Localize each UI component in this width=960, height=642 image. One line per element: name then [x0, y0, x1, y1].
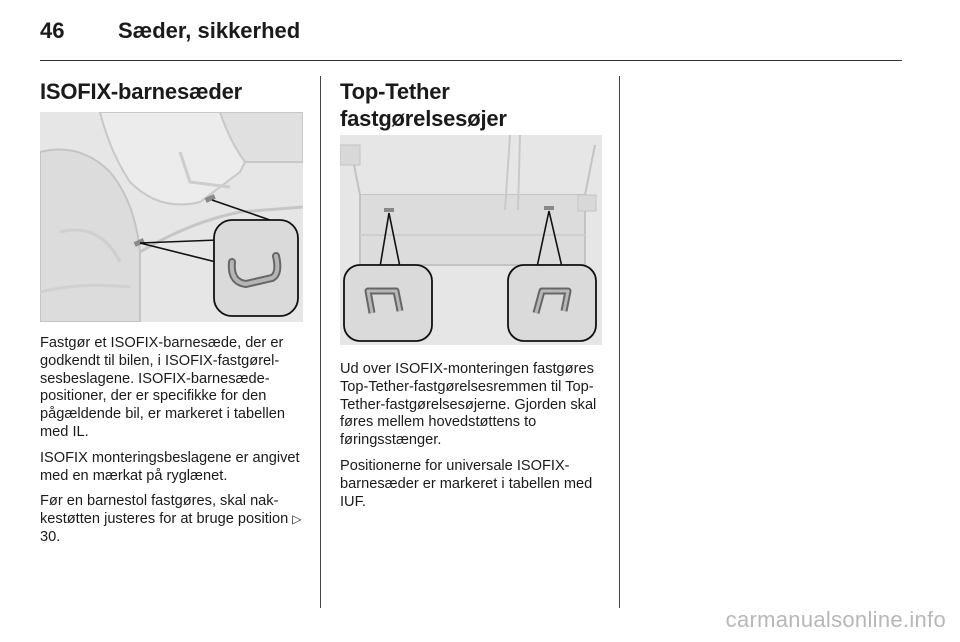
- top-tether-paragraph-2: Positionerne for universale ISOFIX-barnesæder er markeret i tabellen med IUF.: [340, 457, 593, 510]
- isofix-paragraph-2: ISOFIX monteringsbeslagene er angivet med en mærkat på ryglænet.: [40, 449, 300, 484]
- isofix-figure: [40, 112, 303, 322]
- section-title: Sæder, sikkerhed: [118, 18, 301, 43]
- page-reference-link[interactable]: 30.: [40, 528, 61, 545]
- top-tether-paragraph-1: Ud over ISOFIX-monteringen fastgøres Top-Tether-fastgørelsesremmen til Top-Tether-fastgørelsesøjerne. Gjorden skal føres mellem hovedstøttens to føringsstænger.: [340, 361, 597, 449]
- isofix-paragraph-1: Fastgør et ISOFIX-barnesæde, der er godkendt til bilen, i ISOFIX-fastgørelsesbeslagene. ISOFIX-barnesædepositioner, der er specifikke for den pågældende bil, er markeret i tabellen med IL.: [40, 335, 285, 440]
- page-reference-icon: ▷: [292, 512, 302, 527]
- top-tether-heading-line-1: Top-Tether: [340, 79, 450, 104]
- isofix-heading: ISOFIX-barnesæder: [40, 79, 242, 104]
- top-tether-figure: [340, 135, 602, 345]
- column-divider-right: [619, 76, 620, 608]
- page-number: 46: [40, 18, 65, 43]
- headrest-instruction-text: Før en barnestol fastgøres, skal nakkestøtten justeres for at bruge position: [40, 493, 289, 528]
- top-tether-heading-line-2: fastgørelsesøjer: [340, 106, 507, 131]
- header-rule: [40, 60, 902, 61]
- watermark: carmanualsonline.info: [725, 607, 946, 632]
- column-divider-left: [320, 76, 321, 608]
- isofix-paragraph-3: [40, 493, 310, 546]
